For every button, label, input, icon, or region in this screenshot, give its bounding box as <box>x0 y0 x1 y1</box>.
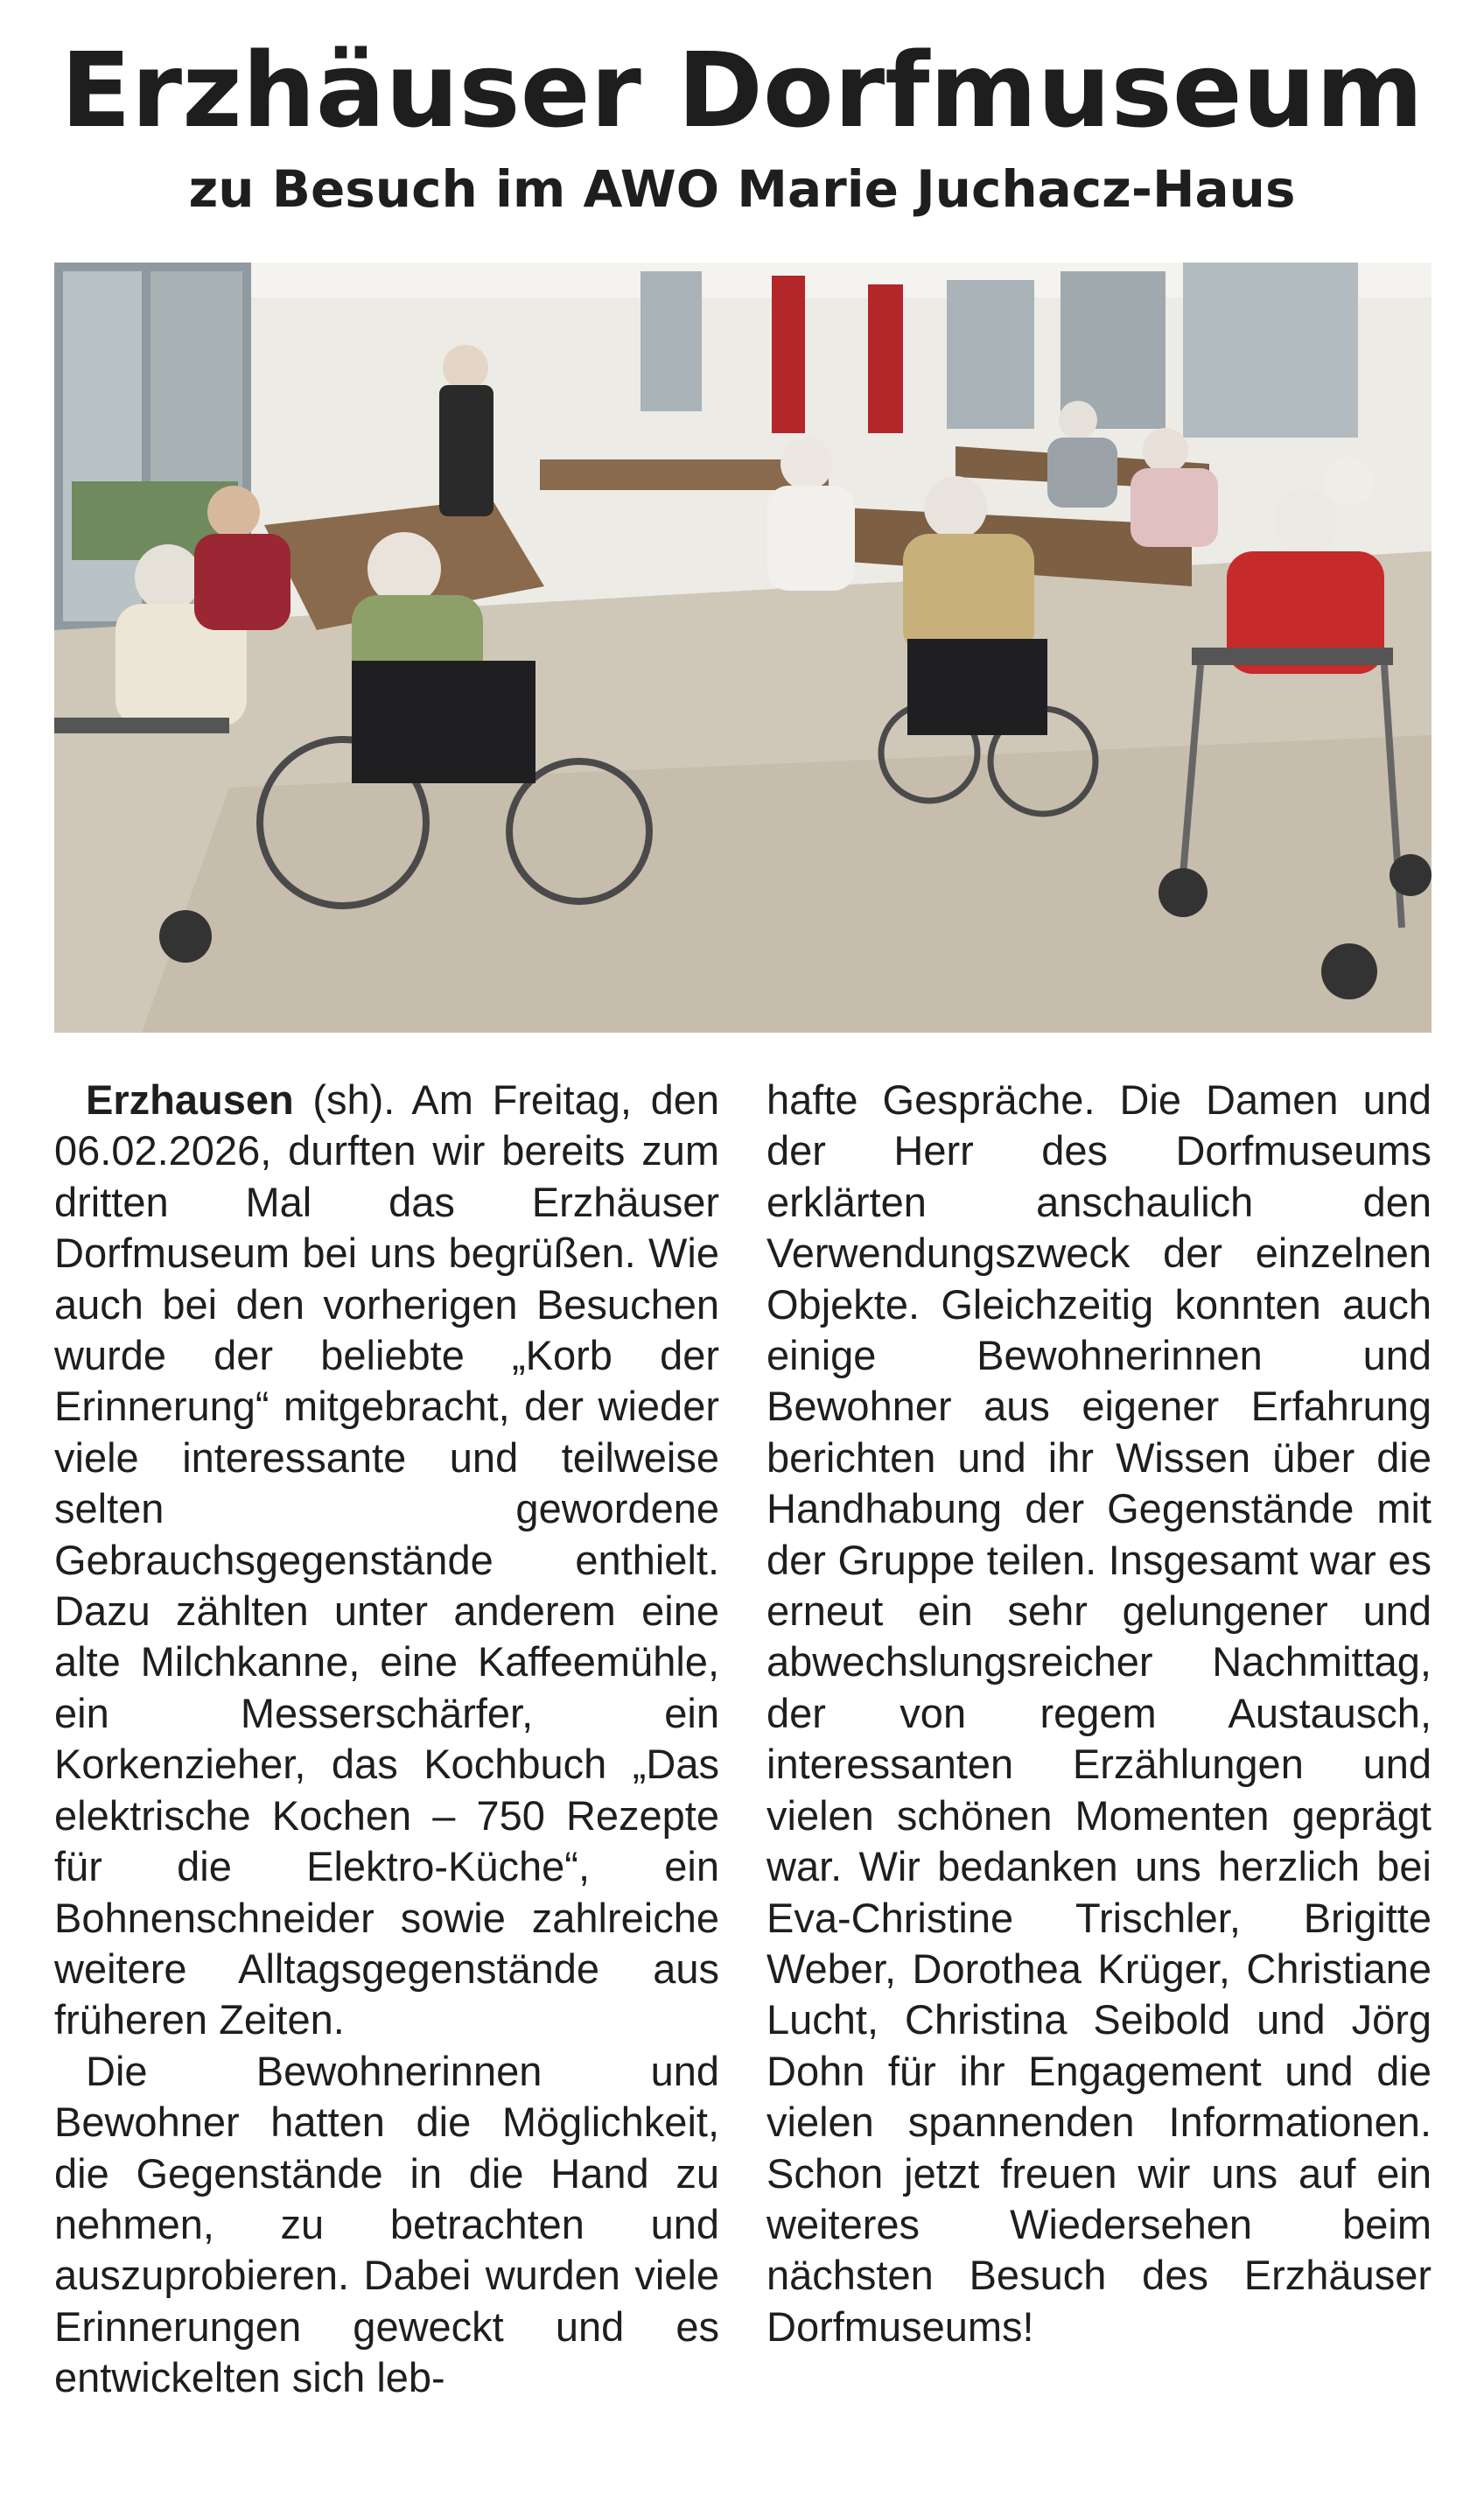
article-lead-place: Erzhausen <box>86 1076 294 1123</box>
article-paragraph-2-continued: hafte Gespräche. Die Damen und der Herr des Dorfmuseums erklärten anschaulich den Verwendungszweck der einzelnen Objekte. Gleichzeitig konnten auch einige Bewohnerinnen und Bewohner aus eigener Erfahrung berichten und ihr Wissen über die Handhabung der Gegenstände mit der Gruppe teilen. Insgesamt war es erneut ein sehr gelungener und abwechslungsreicher Nachmittag, der von regem Austausch, interessanten Erzählungen und vielen schönen Momenten geprägt war. Wir bedanken uns herzlich bei Eva-Christine Trischler, Brigitte Weber, Dorothea Krüger, Christiane Lucht, Christina Seibold und Jörg Dohn für ihr Engagement und die vielen spannenden Informationen. Schon jetzt freuen wir uns auf ein weiteres Wiedersehen beim nächsten Besuch des Erzhäuser Dorfmuseums! <box>766 1076 1432 2350</box>
article-photo <box>54 263 1432 1033</box>
article-headline: Erzhäuser Dorfmuseum <box>60 30 1424 151</box>
article-column-right <box>766 1075 1432 2352</box>
article-column-left <box>54 1075 719 2404</box>
article-paragraph-1-text: (sh). Am Freitag, den 06.02.2026, durften wir bereits zum dritten Mal das Erzhäuser Dorfmuseum bei uns begrüßen. Wie auch bei den vorherigen Besuchen wurde der beliebte „Korb der Erinnerung“ mitgebracht, der wieder viele interessante und teilweise selten gewordene Gebrauchsgegenstände enthielt. Dazu zählten unter anderem eine alte Milchkanne, eine Kaffeemühle, ein Messerschärfer, ein Korkenzieher, das Kochbuch „Das elektrische Kochen – 750 Rezepte für die Elektro-Küche“, ein Bohnenschneider sowie zahlreiche weitere Alltagsgegenstände aus früheren Zeiten. <box>54 1076 719 2043</box>
article-paragraph-1 <box>54 1075 719 2046</box>
article-subheadline: zu Besuch im AWO Marie Juchacz-Haus <box>188 159 1296 219</box>
article-paragraph-2-start: Die Bewohnerinnen und Bewohner hatten die Möglichkeit, die Gegenstände in die Hand zu nehmen, zu betrachten und auszuprobieren. Dabei wurden viele Erinnerungen geweckt und es entwickelten sich leb- <box>54 2047 719 2401</box>
